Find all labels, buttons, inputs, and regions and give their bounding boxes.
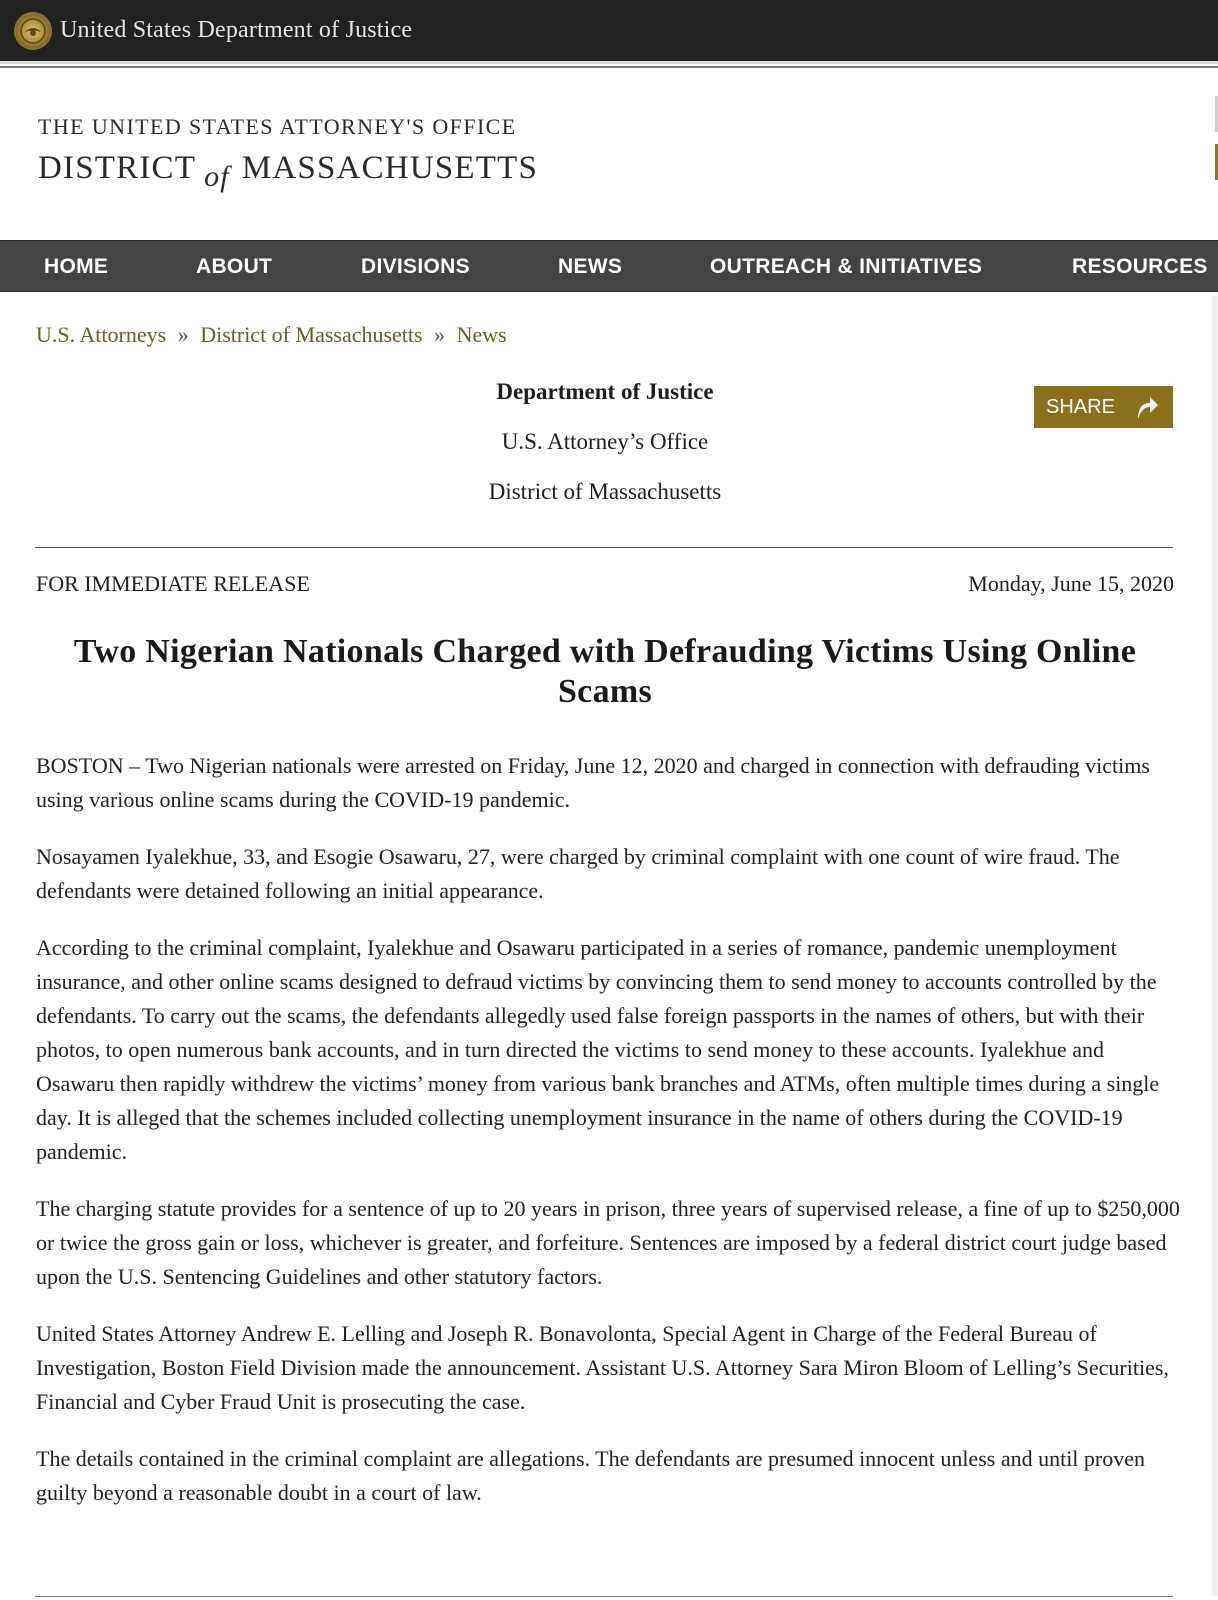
breadcrumb-us-attorneys[interactable]: U.S. Attorneys (36, 322, 167, 347)
district-label: District of Massachusetts (488, 479, 722, 504)
district-of: of (204, 160, 230, 193)
release-label: FOR IMMEDIATE RELEASE (36, 571, 310, 596)
masthead (0, 68, 1218, 240)
article-body (36, 749, 1186, 1533)
page-scrollbar[interactable] (1212, 296, 1218, 1596)
doj-seal-icon[interactable] (14, 12, 52, 50)
attorney-office-label: U.S. Attorney’s Office (501, 429, 709, 454)
district-name[interactable] (38, 150, 539, 193)
article-paragraph: According to the criminal complaint, Iyalekhue and Osawaru participated in a series of romance, pandemic unemployment insurance, and other online scams designed to defraud victims by convincing them to send money to accounts controlled by the defendants. To carry out the scams, the defendants allegedly used false foreign passports in the names of others, but with their photos, to open numerous bank accounts, and in turn directed the victims to send money to these accounts. Iyalekhue and Osawaru then rapidly withdrew the victims’ money from various bank branches and ATMs, often multiple times during a single day. It is alleged that the schemes included collecting unemployment insurance in the name of others during the COVID-19 pandemic. (36, 935, 1160, 1164)
nav-outreach-initiatives[interactable]: OUTREACH & INITIATIVES (710, 255, 983, 278)
district-suffix: MASSACHUSETTS (241, 150, 539, 186)
breadcrumb-news[interactable]: News (456, 322, 507, 347)
office-name[interactable]: THE UNITED STATES ATTORNEY'S OFFICE (38, 114, 517, 139)
nav-resources[interactable]: RESOURCES (1072, 255, 1208, 278)
district-prefix: DISTRICT (38, 150, 197, 186)
release-row (36, 571, 1174, 597)
share-label: SHARE (1046, 396, 1115, 418)
nav-about[interactable]: ABOUT (196, 255, 273, 278)
header-divider (35, 547, 1173, 548)
article-paragraph: The details contained in the criminal complaint are allegations. The defendants are presumed innocent unless and until proven guilty beyond a reasonable doubt in a court of law. (36, 1446, 1146, 1505)
nav-news[interactable]: NEWS (558, 255, 623, 278)
breadcrumb-separator: » (434, 322, 446, 347)
article-paragraph: United States Attorney Andrew E. Lelling and Joseph R. Bonavolonta, Special Agent in Charge of the Federal Bureau of Investigation, Boston Field Division made the announcement. Assistant U.S. Attorney Sara Miron Bloom of Lelling’s Securities, Financial and Cyber Fraud Unit is prosecuting the case. (36, 1321, 1169, 1414)
top-banner (0, 0, 1218, 64)
department-label: Department of Justice (496, 379, 714, 404)
breadcrumb-district[interactable]: District of Massachusetts (200, 322, 423, 347)
doj-title[interactable]: United States Department of Justice (60, 17, 413, 43)
article-paragraph: BOSTON – Two Nigerian nationals were arrested on Friday, June 12, 2020 and charged in connection with defrauding victims using various online scams during the COVID-19 pandemic. (36, 753, 1150, 812)
share-button[interactable] (1034, 386, 1173, 428)
article-paragraph: Nosayamen Iyalekhue, 33, and Esogie Osawaru, 27, were charged by criminal complaint with one count of wire fraud. The defendants were detained following an initial appearance. (36, 844, 1120, 903)
share-arrow-icon (1133, 393, 1159, 427)
main-nav (0, 240, 1218, 292)
office-header (0, 378, 1210, 518)
article-paragraph: The charging statute provides for a sentence of up to 20 years in prison, three years of supervised release, a fine of up to $250,000 or twice the gross gain or loss, whichever is greater, and forfeiture. Sentences are imposed by a federal district court judge based upon the U.S. Sentencing Guidelines and other statutory factors. (36, 1196, 1180, 1289)
breadcrumb-separator: » (177, 322, 189, 347)
breadcrumb (36, 322, 507, 348)
footer-divider (35, 1596, 1173, 1597)
article-headline: Two Nigerian Nationals Charged with Defrauding Victims Using Online Scams (73, 633, 1137, 710)
nav-home[interactable]: HOME (44, 255, 109, 278)
nav-divisions[interactable]: DIVISIONS (361, 255, 470, 278)
release-date: Monday, June 15, 2020 (968, 571, 1174, 596)
